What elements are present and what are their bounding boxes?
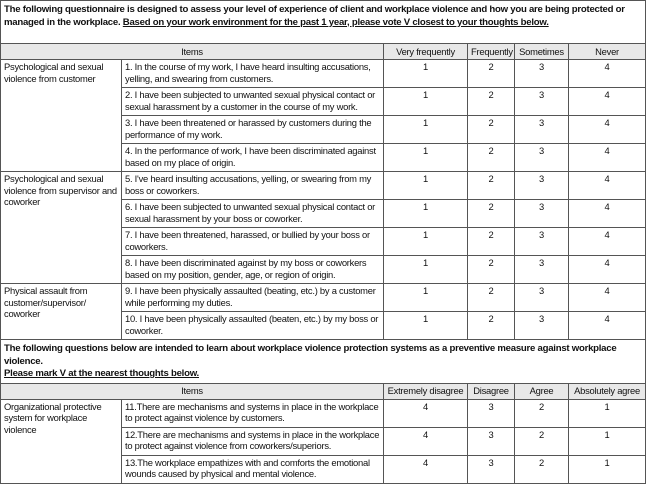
item-text: 5. I've heard insulting accusations, yelling, or swearing from my boss or coworkers. xyxy=(122,172,384,200)
section1-header-row xyxy=(1,44,646,60)
score-option[interactable]: 2 xyxy=(468,116,515,144)
score-option[interactable]: 2 xyxy=(515,427,569,455)
score-option[interactable]: 1 xyxy=(384,312,468,340)
score-option[interactable]: 1 xyxy=(384,228,468,256)
score-option[interactable]: 1 xyxy=(384,200,468,228)
score-option[interactable]: 1 xyxy=(384,144,468,172)
item-text: 8. I have been discriminated against by my boss or coworkers based on my position, gender, age, or region of origin. xyxy=(122,256,384,284)
item-text: 3. I have been threatened or harassed by customers during the performance of my work. xyxy=(122,116,384,144)
item-text: 2. I have been subjected to unwanted sexual physical contact or sexual harassment by a customer in the course of my work. xyxy=(122,88,384,116)
score-option[interactable]: 1 xyxy=(569,455,646,483)
header-sometimes: Sometimes xyxy=(515,44,569,60)
header-frequently: Frequently xyxy=(468,44,515,60)
score-option[interactable]: 3 xyxy=(515,116,569,144)
score-option[interactable]: 1 xyxy=(384,284,468,312)
section1-intro: The following questionnaire is designed to assess your level of experience of client and workplace violence and how you are being protected or managed in the workplace. Based on your work environment for the past 1 year, please vote V closest to your thoughts below. xyxy=(1,1,646,44)
score-option[interactable]: 2 xyxy=(468,284,515,312)
score-option[interactable]: 3 xyxy=(515,60,569,88)
item-text: 7. I have been threatened, harassed, or bullied by your boss or coworkers. xyxy=(122,228,384,256)
header-agree: Agree xyxy=(515,383,569,399)
score-option[interactable]: 2 xyxy=(468,312,515,340)
score-option[interactable]: 4 xyxy=(569,144,646,172)
score-option[interactable]: 1 xyxy=(384,172,468,200)
score-option[interactable]: 1 xyxy=(569,427,646,455)
score-option[interactable]: 1 xyxy=(569,399,646,427)
score-option[interactable]: 3 xyxy=(515,284,569,312)
score-option[interactable]: 2 xyxy=(468,228,515,256)
item-text: 4. In the performance of work, I have been discriminated against based on my place of origin. xyxy=(122,144,384,172)
table-row xyxy=(1,60,646,88)
score-option[interactable]: 2 xyxy=(515,399,569,427)
score-option[interactable]: 3 xyxy=(515,312,569,340)
score-option[interactable]: 3 xyxy=(515,88,569,116)
score-option[interactable]: 4 xyxy=(569,312,646,340)
score-option[interactable]: 2 xyxy=(468,88,515,116)
category-cell: Organizational protective system for workplace violence xyxy=(1,399,122,483)
score-option[interactable]: 3 xyxy=(515,256,569,284)
header-absolutely-agree: Absolutely agree xyxy=(569,383,646,399)
score-option[interactable]: 1 xyxy=(384,256,468,284)
item-text: 1. In the course of my work, I have heard insulting accusations, yelling, and swearing from customers. xyxy=(122,60,384,88)
score-option[interactable]: 2 xyxy=(468,60,515,88)
table-row xyxy=(1,284,646,312)
score-option[interactable]: 1 xyxy=(384,88,468,116)
score-option[interactable]: 3 xyxy=(468,399,515,427)
score-option[interactable]: 4 xyxy=(569,116,646,144)
header-items: Items xyxy=(1,44,384,60)
score-option[interactable]: 2 xyxy=(468,256,515,284)
item-text: 13.The workplace empathizes with and comforts the emotional wounds caused by physical and mental violence. xyxy=(122,455,384,483)
score-option[interactable]: 4 xyxy=(384,455,468,483)
score-option[interactable]: 3 xyxy=(468,455,515,483)
score-option[interactable]: 3 xyxy=(468,427,515,455)
item-text: 11.There are mechanisms and systems in place in the workplace to protect against violence by customers. xyxy=(122,399,384,427)
score-option[interactable]: 4 xyxy=(569,228,646,256)
score-option[interactable]: 3 xyxy=(515,228,569,256)
header-items: Items xyxy=(1,383,384,399)
score-option[interactable]: 4 xyxy=(569,256,646,284)
score-option[interactable]: 3 xyxy=(515,200,569,228)
score-option[interactable]: 4 xyxy=(569,60,646,88)
score-option[interactable]: 4 xyxy=(569,172,646,200)
header-disagree: Disagree xyxy=(468,383,515,399)
score-option[interactable]: 3 xyxy=(515,172,569,200)
item-text: 6. I have been subjected to unwanted sexual physical contact or sexual harassment by your boss or coworker. xyxy=(122,200,384,228)
category-cell: Psychological and sexual violence from supervisor and coworker xyxy=(1,172,122,284)
section2-header-row xyxy=(1,383,646,399)
header-never: Never xyxy=(569,44,646,60)
score-option[interactable]: 4 xyxy=(384,399,468,427)
score-option[interactable]: 2 xyxy=(515,455,569,483)
item-text: 9. I have been physically assaulted (beating, etc.) by a customer while performing my duties. xyxy=(122,284,384,312)
score-option[interactable]: 4 xyxy=(569,284,646,312)
table-row xyxy=(1,172,646,200)
score-option[interactable]: 4 xyxy=(384,427,468,455)
score-option[interactable]: 1 xyxy=(384,60,468,88)
section2-intro: The following questions below are intended to learn about workplace violence protection systems as a preventive measure against workplace violence. Please mark V at the nearest thoughts below. xyxy=(1,340,646,384)
item-text: 12.There are mechanisms and systems in place in the workplace to protect against violence from coworkers/superiors. xyxy=(122,427,384,455)
score-option[interactable]: 2 xyxy=(468,200,515,228)
category-cell: Psychological and sexual violence from customer xyxy=(1,60,122,172)
score-option[interactable]: 4 xyxy=(569,200,646,228)
header-very-frequently: Very frequently xyxy=(384,44,468,60)
category-cell: Physical assault from customer/supervisor/ coworker xyxy=(1,284,122,340)
table-row xyxy=(1,399,646,427)
score-option[interactable]: 1 xyxy=(384,116,468,144)
score-option[interactable]: 4 xyxy=(569,88,646,116)
score-option[interactable]: 2 xyxy=(468,144,515,172)
score-option[interactable]: 2 xyxy=(468,172,515,200)
item-text: 10. I have been physically assaulted (beaten, etc.) by my boss or coworker. xyxy=(122,312,384,340)
score-option[interactable]: 3 xyxy=(515,144,569,172)
header-extremely-disagree: Extremely disagree xyxy=(384,383,468,399)
